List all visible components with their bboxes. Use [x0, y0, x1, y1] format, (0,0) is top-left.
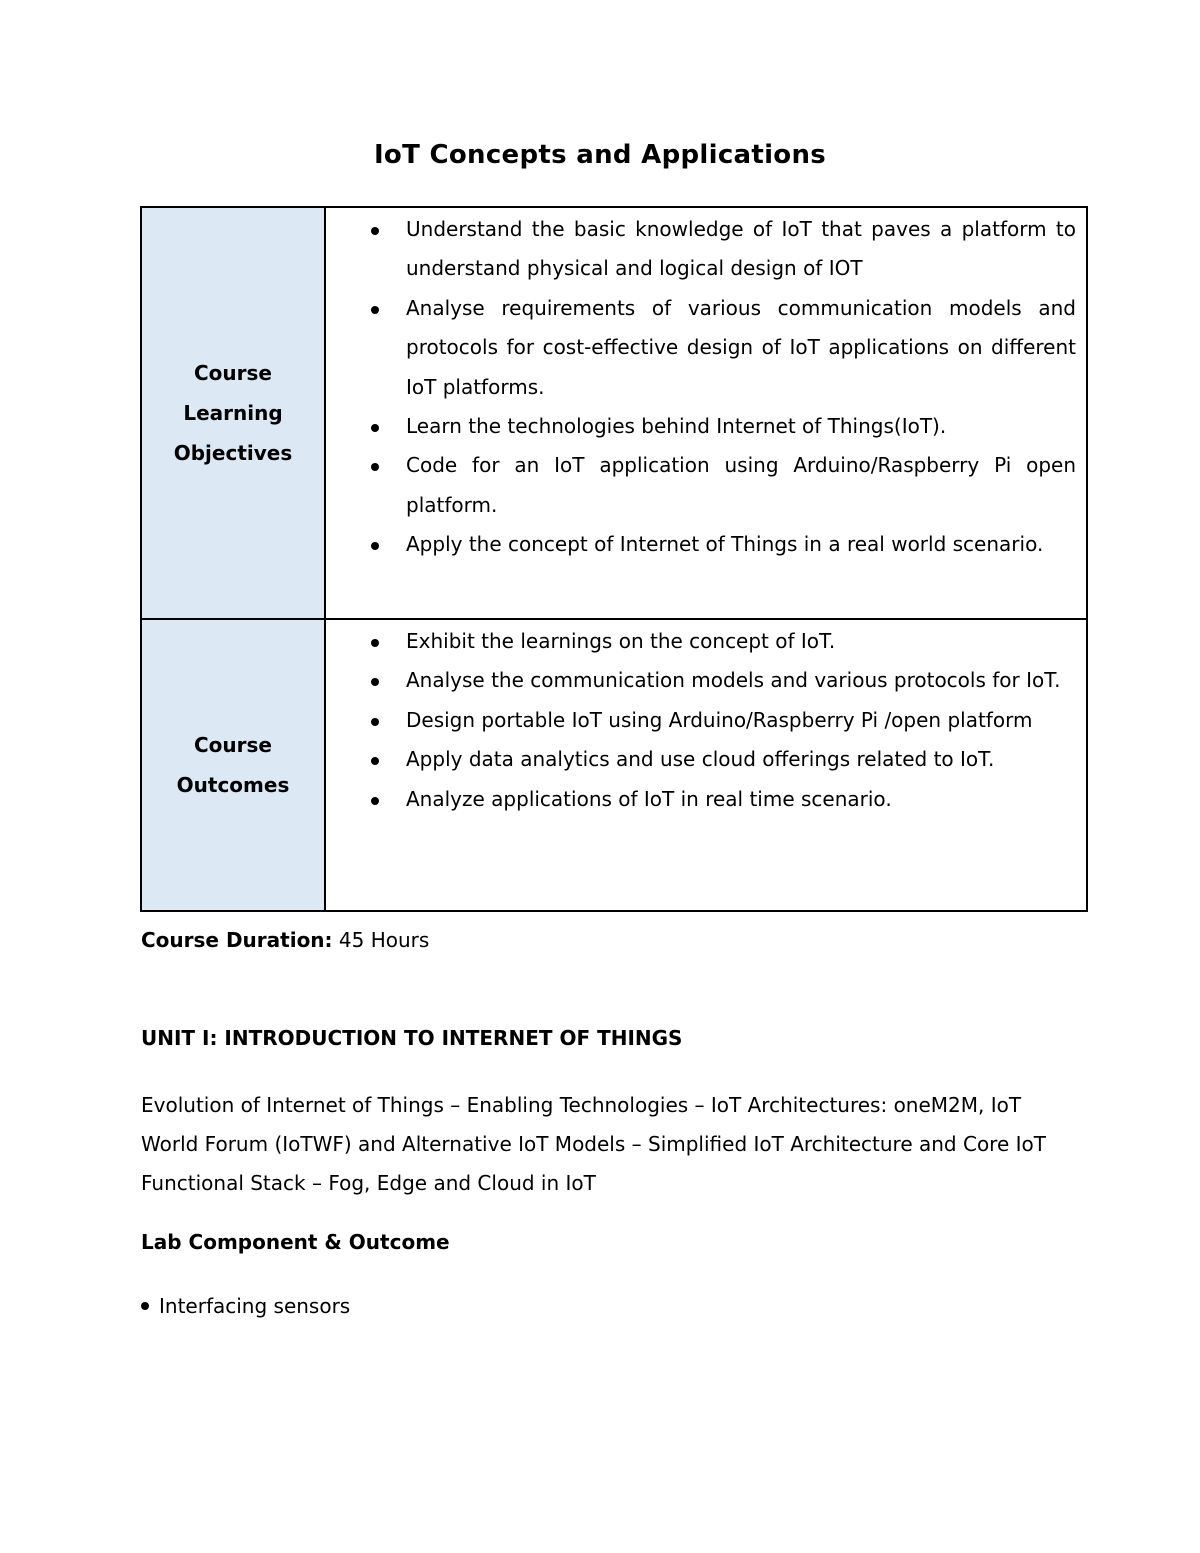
objectives-label-line: Objectives: [173, 441, 293, 465]
bullet-icon: [371, 639, 379, 647]
list-item: [326, 525, 1076, 564]
list-item: [326, 701, 1076, 740]
list-item-text: Analyse the communication models and various protocols for IoT.: [406, 668, 1061, 693]
list-item-text: Understand the basic knowledge of IoT that paves a platform to understand physical and logical design of IOT: [406, 217, 1076, 281]
bullet-icon: [371, 463, 379, 471]
page-title: IoT Concepts and Applications: [373, 140, 827, 170]
list-item: [326, 407, 1076, 446]
list-item: [326, 661, 1076, 700]
outcomes-row: [141, 619, 1087, 911]
outcomes-label-line: Course: [194, 733, 272, 757]
lab-heading: Lab Component & Outcome: [141, 1230, 450, 1254]
bullet-icon: [371, 306, 379, 314]
list-item: [326, 740, 1076, 779]
list-item: [326, 289, 1076, 407]
course-table: [140, 206, 1088, 912]
objectives-label-line: Learning: [183, 401, 283, 425]
duration-value: 45 Hours: [332, 928, 430, 952]
bullet-icon: [371, 797, 379, 805]
course-duration: [141, 928, 429, 952]
objectives-label-line: Course: [194, 361, 272, 385]
list-item: [326, 210, 1076, 289]
bullet-icon: [141, 1302, 149, 1310]
bullet-icon: [371, 718, 379, 726]
objectives-row: [141, 207, 1087, 619]
list-item-text: Code for an IoT application using Arduino/Raspberry Pi open platform.: [406, 453, 1076, 517]
list-item-text: Apply the concept of Internet of Things in a real world scenario.: [406, 532, 1044, 557]
bullet-icon: [371, 227, 379, 235]
list-item-text: Exhibit the learnings on the concept of IoT.: [406, 629, 836, 653]
unit-body: Evolution of Internet of Things – Enabling Technologies – IoT Architectures: oneM2M, IoT World Forum (IoTWF) and Alternative IoT Models – Simplified IoT Architecture and Core IoT Functional Stack – Fog, Edge and Cloud in IoT: [141, 1093, 1046, 1195]
bullet-icon: [371, 542, 379, 550]
list-item-text: Design portable IoT using Arduino/Raspberry Pi /open platform: [406, 707, 1033, 732]
bullet-icon: [371, 757, 379, 765]
list-item-text: Learn the technologies behind Internet of Things(IoT).: [406, 414, 947, 439]
lab-item-text: Interfacing sensors: [159, 1294, 351, 1318]
outcomes-list: [326, 622, 1076, 819]
list-item: [326, 446, 1076, 525]
bullet-icon: [371, 424, 379, 432]
list-item-text: Apply data analytics and use cloud offerings related to IoT.: [406, 747, 995, 772]
list-item-text: Analyse requirements of various communication models and protocols for cost-effective design of IoT applications on different IoT platforms.: [406, 295, 1076, 399]
list-item: [326, 780, 1076, 819]
list-item: [326, 622, 1076, 661]
outcomes-label-line: Outcomes: [176, 773, 290, 797]
list-item-text: Analyze applications of IoT in real time scenario.: [406, 786, 892, 811]
objectives-label: [141, 207, 325, 619]
bullet-icon: [371, 678, 379, 686]
objectives-list: [326, 210, 1076, 565]
objectives-content: [325, 207, 1087, 619]
lab-item: [141, 1294, 350, 1318]
unit-heading: UNIT I: INTRODUCTION TO INTERNET OF THINGS: [141, 1026, 683, 1050]
outcomes-content: [325, 619, 1087, 911]
duration-label: Course Duration:: [141, 928, 333, 952]
outcomes-label: [141, 619, 325, 911]
